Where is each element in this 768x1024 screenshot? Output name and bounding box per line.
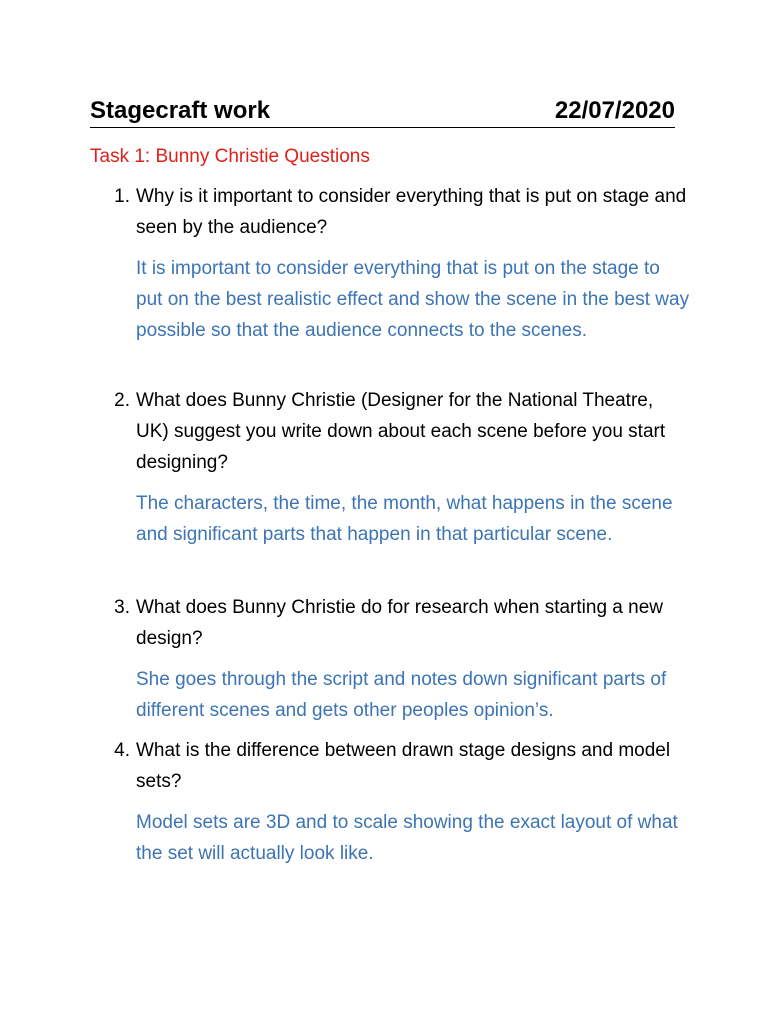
question-number: 4.	[114, 740, 130, 761]
document-date: 22/07/2020	[554, 97, 675, 124]
qa-item-1	[90, 181, 690, 346]
qa-item-4	[90, 735, 690, 869]
answer-2: The characters, the time, the month, what happens in the scene and significant parts that happen in that particular scene.	[136, 493, 673, 545]
title-row	[90, 92, 675, 128]
question-number: 1.	[114, 186, 130, 207]
question-1	[90, 181, 690, 243]
answer-4: Model sets are 3D and to scale showing the exact layout of what the set will actually look like.	[136, 812, 678, 864]
question-3	[90, 592, 690, 654]
question-number: 2.	[114, 390, 130, 411]
qa-item-2	[90, 385, 690, 550]
document-title: Stagecraft work	[90, 97, 271, 124]
qa-item-3	[90, 592, 690, 726]
question-text: What does Bunny Christie do for research when starting a new design?	[136, 597, 663, 649]
question-2	[90, 385, 690, 478]
question-text: What does Bunny Christie (Designer for the National Theatre, UK) suggest you write down about each scene before you start designing?	[136, 390, 666, 473]
answer-3: She goes through the script and notes down significant parts of different scenes and gets other peoples opinion’s.	[136, 669, 667, 721]
task-heading: Task 1: Bunny Christie Questions	[90, 146, 370, 167]
question-text: What is the difference between drawn stage designs and model sets?	[136, 740, 671, 792]
question-number: 3.	[114, 597, 130, 618]
answer-1: It is important to consider everything that is put on the stage to put on the best realistic effect and show the scene in the best way possible so that the audience connects to the scenes.	[136, 258, 690, 341]
question-4	[90, 735, 690, 797]
question-text: Why is it important to consider everything that is put on stage and seen by the audience?	[136, 186, 687, 238]
